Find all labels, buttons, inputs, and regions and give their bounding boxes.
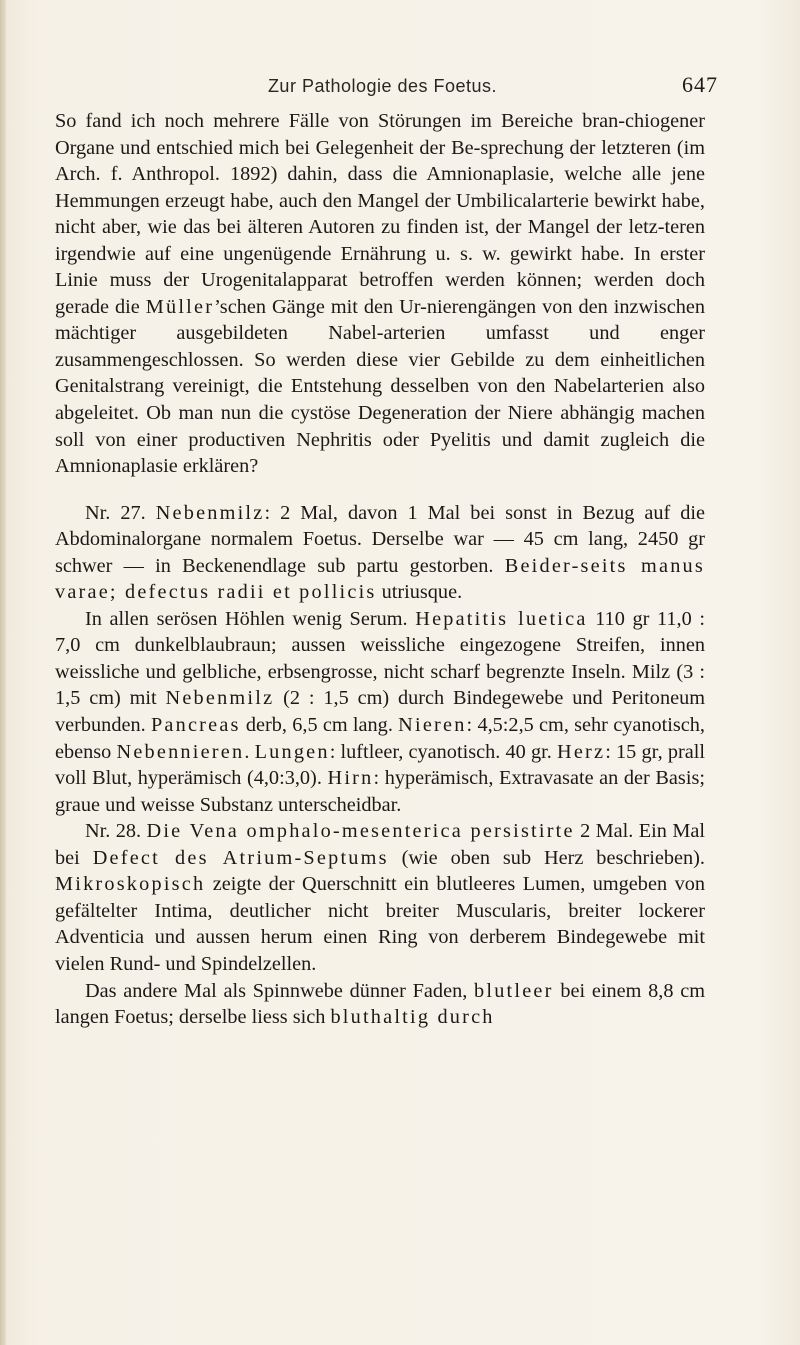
text-run: : 4,5:2,5 cm, sehr cyanotisch, ebenso [55,714,705,763]
spaced-emphasis-text: blutleer [474,979,554,1002]
spaced-emphasis-text: Nieren [398,714,467,737]
text-run: derb, 6,5 cm lang. [240,714,399,737]
text-run: utriusque. [376,581,463,604]
paragraph [55,978,705,1031]
text-run: In allen serösen Höhlen wenig Serum. [85,607,416,630]
paragraph [55,500,705,606]
spaced-emphasis-text: bluthaltig durch [330,1006,495,1029]
text-run: . [244,740,255,763]
page-number: 647 [682,72,718,97]
text-run: : 15 gr, prall voll Blut, hyperämisch (4,0:3,0). [55,740,705,790]
text-run: Das andere Mal als Spinnwebe dünner Faden, [85,979,475,1002]
spaced-emphasis-text: Beider-seits manus varae; defectus radii et pollicis [55,554,705,604]
text-run: ’schen Gänge mit den Ur-nierengängen von den inzwischen mächtiger ausgebildeten Nabel-arterien umfasst und enger zusammengeschlossen. So werden diese vier Gebilde zu dem einheitlichen Genitalstrang vereinigt, die Entstehung desselben von den Nabelarterien also abgeleitet. Ob man nun die cystöse Degeneration der Niere abhängig machen soll von einer productiven Nephritis oder Pyelitis und damit zugleich die Amnionaplasie erklären? [55,295,705,478]
text-run: Nr. 28. [85,820,147,843]
spaced-emphasis-text: Hepatitis luetica [415,607,588,630]
spaced-emphasis-text: Hirn [327,767,374,790]
text-run: (wie oben sub Herz beschrieben). [388,846,705,869]
spaced-emphasis-text: Nebenmilz [155,501,265,524]
text-run: So fand ich noch mehrere Fälle von Störungen im Bereiche bran-chiogener Organe und entschied mich bei Gelegenheit der Be-sprechung der letzteren (im Arch. f. Anthropol. 1892) dahin, dass die Amnionaplasie, welche alle jene Hemmungen erzeugt habe, auch den Mangel der Umbilicalarterie bewirkt habe, nicht aber, wie das bei älteren Autoren zu finden ist, der Mangel der letz-teren irgendwie auf eine ungenügende Ernährung u. s. w. gewirkt habe. In erster Linie muss der Urogenitalapparat betroffen werden können; werden doch gerade die [55,110,705,318]
spaced-emphasis-text: Mikroskopisch [55,873,206,896]
text-run: (2 : 1,5 cm) durch Bindegewebe und Peritoneum verbunden. [55,687,705,737]
text-run: zeigte der Querschnitt ein blutleeres Lumen, umgeben von gefältelter Intima, deutlicher nicht breiter Muscularis, breiter lockerer Adventicia und aussen herum einen Ring von derberem Bindegewebe mit vielen Rund- und Spindelzellen. [55,873,705,975]
page-header [55,72,718,102]
running-head: Zur Pathologie des Foetus. [267,76,498,96]
paragraph [55,818,705,977]
page-gutter-shadow [0,0,6,1345]
text-run: : luftleer, cyanotisch. 40 gr. [329,740,557,763]
spaced-emphasis-text: Pancreas [150,714,241,737]
text-run: 110 gr 11,0 : 7,0 cm dunkelblaubraun; aussen weissliche eingezogene Streifen, innen weissliche und gelbliche, erbsengrosse, nicht scharf begrenzte Inseln. Milz (3 : 1,5 cm) mit [55,607,705,710]
paragraph [55,108,705,480]
spaced-emphasis-text: Herz [557,740,606,763]
text-run: : hyperämisch, Extravasate an der Basis; graue und weisse Substanz unterscheidbar. [55,767,705,816]
spaced-emphasis-text: Müller [145,295,215,318]
text-run: Nr. 27. [85,501,156,524]
text-run: : 2 Mal, davon 1 Mal bei sonst in Bezug auf die Abdominalorgane normalem Foetus. Derselbe war — 45 cm lang, 2450 gr schwer — in Beckenendlage sub partu gestorben. [55,501,705,577]
spaced-emphasis-text: Nebenmilz [165,687,275,710]
spaced-emphasis-text: Die Vena omphalo-mesenterica persistirte [146,820,575,843]
paragraph [55,606,705,818]
spaced-emphasis-text: Defect des Atrium-Septums [92,846,389,869]
text-run: bei einem 8,8 cm langen Foetus; derselbe liess sich [55,979,705,1029]
body-text [55,108,705,1031]
text-run: 2 Mal. Ein Mal bei [55,820,706,869]
spaced-emphasis-text: Lungen [254,740,330,763]
spaced-emphasis-text: Nebennieren [116,740,245,763]
